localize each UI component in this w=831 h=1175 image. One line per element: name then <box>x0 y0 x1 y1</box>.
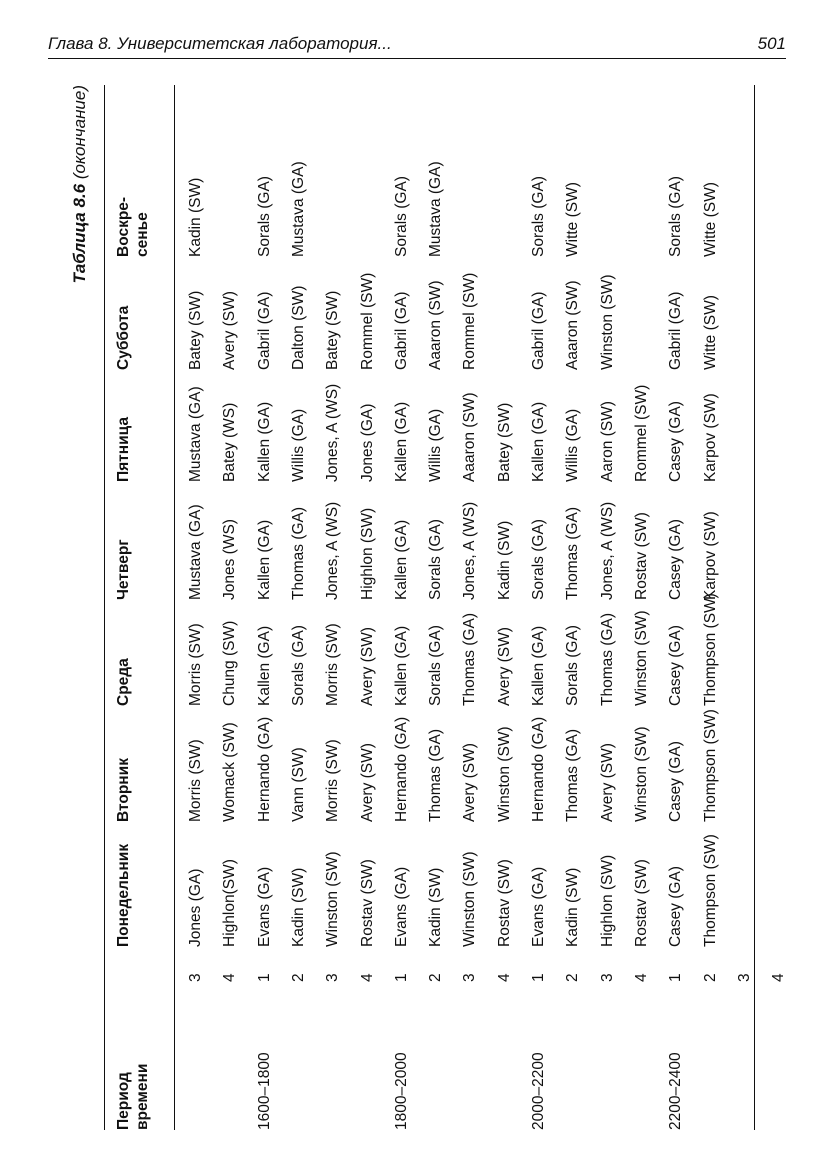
table-cell: Evans (GA) <box>255 866 273 947</box>
table-cell: Thomas (GA) <box>289 506 307 600</box>
table-cell: Batey (SW) <box>324 290 342 370</box>
table-cell: Aaaron (SW) <box>564 280 582 370</box>
table-cell: Kallen (GA) <box>392 401 410 482</box>
slot-number: 2 <box>564 973 582 982</box>
chapter-title: Глава 8. Университетская лаборатория... <box>48 34 392 53</box>
column-header: Среда <box>115 658 132 706</box>
table-cell: Batey (SW) <box>187 290 204 370</box>
table-cell: Rommel (SW) <box>358 272 376 370</box>
table-cell: Winston (SW) <box>632 726 650 822</box>
table-cell: Gabril (GA) <box>667 291 685 370</box>
running-head <box>48 30 786 59</box>
table-cell: Womack (SW) <box>221 722 239 822</box>
table-cell: Sorals (GA) <box>667 176 685 257</box>
slot-number: 4 <box>632 973 650 982</box>
table-cell: Mustava (GA) <box>187 504 204 600</box>
table-cell: Kadin (SW) <box>187 177 204 257</box>
slot-number: 1 <box>530 973 547 982</box>
table-cell: Highlon(SW) <box>221 859 239 947</box>
table-cell: Vann (SW) <box>289 747 307 822</box>
table-cell: Morris (SW) <box>324 739 342 822</box>
table-cell: Evans (GA) <box>392 866 410 947</box>
table-cell: Kallen (GA) <box>530 401 547 482</box>
table-cell: Rostav (SW) <box>358 859 376 947</box>
table-cell: Hernando (GA) <box>392 716 410 822</box>
table-cell: Morris (SW) <box>324 623 342 706</box>
table-cell: Thompson (SW) <box>701 709 719 822</box>
table-cell: Rommel (SW) <box>632 384 650 482</box>
table-top-rule <box>104 85 105 1130</box>
table-cell: Evans (GA) <box>530 866 547 947</box>
slot-number: 4 <box>358 973 376 982</box>
table-cell: Thomas (GA) <box>461 612 479 706</box>
column-header: Суббота <box>115 305 132 370</box>
table-cell: Hernando (GA) <box>255 716 273 822</box>
table-cell: Winston (SW) <box>324 851 342 947</box>
period-cell: 1800–2000 <box>392 1052 410 1130</box>
table-cell: Sorals (GA) <box>427 519 445 600</box>
table-cell: Kadin (SW) <box>289 867 307 947</box>
period-cell: 2200–2400 <box>667 1052 685 1130</box>
table-cell: Winston (SW) <box>461 851 479 947</box>
slot-number: 3 <box>324 973 342 982</box>
table-cell: Morris (SW) <box>187 623 204 706</box>
table-cell: Casey (GA) <box>667 741 685 822</box>
table-cell: Casey (GA) <box>667 519 685 600</box>
table-cell: Thomas (GA) <box>564 506 582 600</box>
table-cell: Witte (SW) <box>564 182 582 257</box>
table-cell: Aaaron (SW) <box>461 392 479 482</box>
column-header: Пятница <box>115 416 132 482</box>
table-cell: Mustava (GA) <box>427 161 445 257</box>
table-cell: Kallen (GA) <box>255 401 273 482</box>
table-cell: Rommel (SW) <box>461 272 479 370</box>
table-cell: Gabril (GA) <box>255 291 273 370</box>
table-cell: Rostav (SW) <box>495 859 513 947</box>
table-cell: Rostav (SW) <box>632 512 650 600</box>
slot-number: 3 <box>187 973 204 982</box>
table-cell: Willis (GA) <box>289 408 307 482</box>
table-cell: Jones, A (WS) <box>598 501 616 600</box>
table-cell: Kallen (GA) <box>255 519 273 600</box>
table-cell: Aaron (SW) <box>598 401 616 482</box>
slot-number: 1 <box>255 973 273 982</box>
table-caption-note: (окончание) <box>70 85 89 180</box>
table-cell: Thompson (SW) <box>701 593 719 706</box>
table-cell: Sorals (GA) <box>392 176 410 257</box>
table-cell: Winston (SW) <box>598 274 616 370</box>
table-cell: Avery (SW) <box>221 291 239 370</box>
table-caption-title: Таблица 8.6 <box>70 183 89 284</box>
table-cell: Avery (SW) <box>461 743 479 822</box>
table-cell: Willis (GA) <box>564 408 582 482</box>
table-cell: Thompson (SW) <box>701 834 719 947</box>
slot-number: 3 <box>461 973 479 982</box>
table-cell: Casey (GA) <box>667 401 685 482</box>
slot-number: 2 <box>427 973 445 982</box>
table-cell: Aaaron (SW) <box>427 280 445 370</box>
table-cell: Casey (GA) <box>667 866 685 947</box>
table-cell: Karpov (SW) <box>701 393 719 482</box>
table-cell: Jones, A (WS) <box>324 501 342 600</box>
table-cell: Thomas (GA) <box>598 612 616 706</box>
slot-number: 4 <box>495 973 513 982</box>
slot-number: 3 <box>735 973 753 982</box>
table-cell: Witte (SW) <box>701 295 719 370</box>
column-header: Понедельник <box>115 843 132 947</box>
period-cell: 2000–2200 <box>530 1052 547 1130</box>
table-cell: Highlon (SW) <box>358 507 376 600</box>
slot-number: 2 <box>701 973 719 982</box>
table-cell: Dalton (SW) <box>289 285 307 370</box>
slot-number: 1 <box>392 973 410 982</box>
rotated-table <box>70 85 788 1130</box>
table-cell: Jones, A (WS) <box>461 501 479 600</box>
table-cell: Highlon (SW) <box>598 854 616 947</box>
column-header: Вторник <box>115 758 132 822</box>
period-cell: 1600–1800 <box>255 1052 273 1130</box>
table-cell: Willis (GA) <box>427 408 445 482</box>
table-cell: Kallen (GA) <box>392 519 410 600</box>
table-cell: Gabril (GA) <box>530 291 547 370</box>
table-cell: Jones (GA) <box>187 868 204 947</box>
table-cell: Kadin (SW) <box>427 867 445 947</box>
table-header-rule <box>174 85 175 1130</box>
table-cell: Sorals (GA) <box>530 176 547 257</box>
table-cell: Kallen (GA) <box>392 625 410 706</box>
table-cell: Avery (SW) <box>358 743 376 822</box>
table-cell: Kadin (SW) <box>495 520 513 600</box>
table-cell: Morris (SW) <box>187 739 204 822</box>
table-cell: Batey (WS) <box>221 402 239 482</box>
slot-number: 4 <box>221 973 239 982</box>
column-header: Воскре- сенье <box>115 196 151 257</box>
slot-number: 1 <box>667 973 685 982</box>
table-cell: Hernando (GA) <box>530 716 547 822</box>
table-cell: Sorals (GA) <box>427 625 445 706</box>
table-cell: Sorals (GA) <box>255 176 273 257</box>
table-cell: Chung (SW) <box>221 620 239 706</box>
slot-number: 4 <box>770 973 788 982</box>
table-cell: Thomas (GA) <box>427 728 445 822</box>
table-cell: Mustava (GA) <box>187 386 204 482</box>
slot-number: 3 <box>598 973 616 982</box>
table-cell: Sorals (GA) <box>289 625 307 706</box>
table-cell: Kallen (GA) <box>255 625 273 706</box>
table-cell: Jones (GA) <box>358 403 376 482</box>
table-caption <box>70 85 90 284</box>
table-cell: Casey (GA) <box>667 625 685 706</box>
page-number: 501 <box>757 34 786 53</box>
table-cell: Kallen (GA) <box>530 625 547 706</box>
table-cell: Sorals (GA) <box>564 625 582 706</box>
table-cell: Jones (WS) <box>221 519 239 600</box>
table-cell: Jones, A (WS) <box>324 383 342 482</box>
table-cell: Sorals (GA) <box>530 519 547 600</box>
table-cell: Winston (SW) <box>632 610 650 706</box>
column-header: Период времени <box>115 1063 151 1130</box>
slot-number: 2 <box>289 973 307 982</box>
table-cell: Rostav (SW) <box>632 859 650 947</box>
table-cell: Avery (SW) <box>358 627 376 706</box>
table-cell: Avery (SW) <box>598 743 616 822</box>
table-cell: Winston (SW) <box>495 726 513 822</box>
table-cell: Mustava (GA) <box>289 161 307 257</box>
table-cell: Batey (SW) <box>495 402 513 482</box>
column-header: Четверг <box>115 539 132 600</box>
table-cell: Karpov (SW) <box>701 511 719 600</box>
table-cell: Gabril (GA) <box>392 291 410 370</box>
table-cell: Witte (SW) <box>701 182 719 257</box>
table-cell: Kadin (SW) <box>564 867 582 947</box>
table-cell: Avery (SW) <box>495 627 513 706</box>
table-cell: Thomas (GA) <box>564 728 582 822</box>
